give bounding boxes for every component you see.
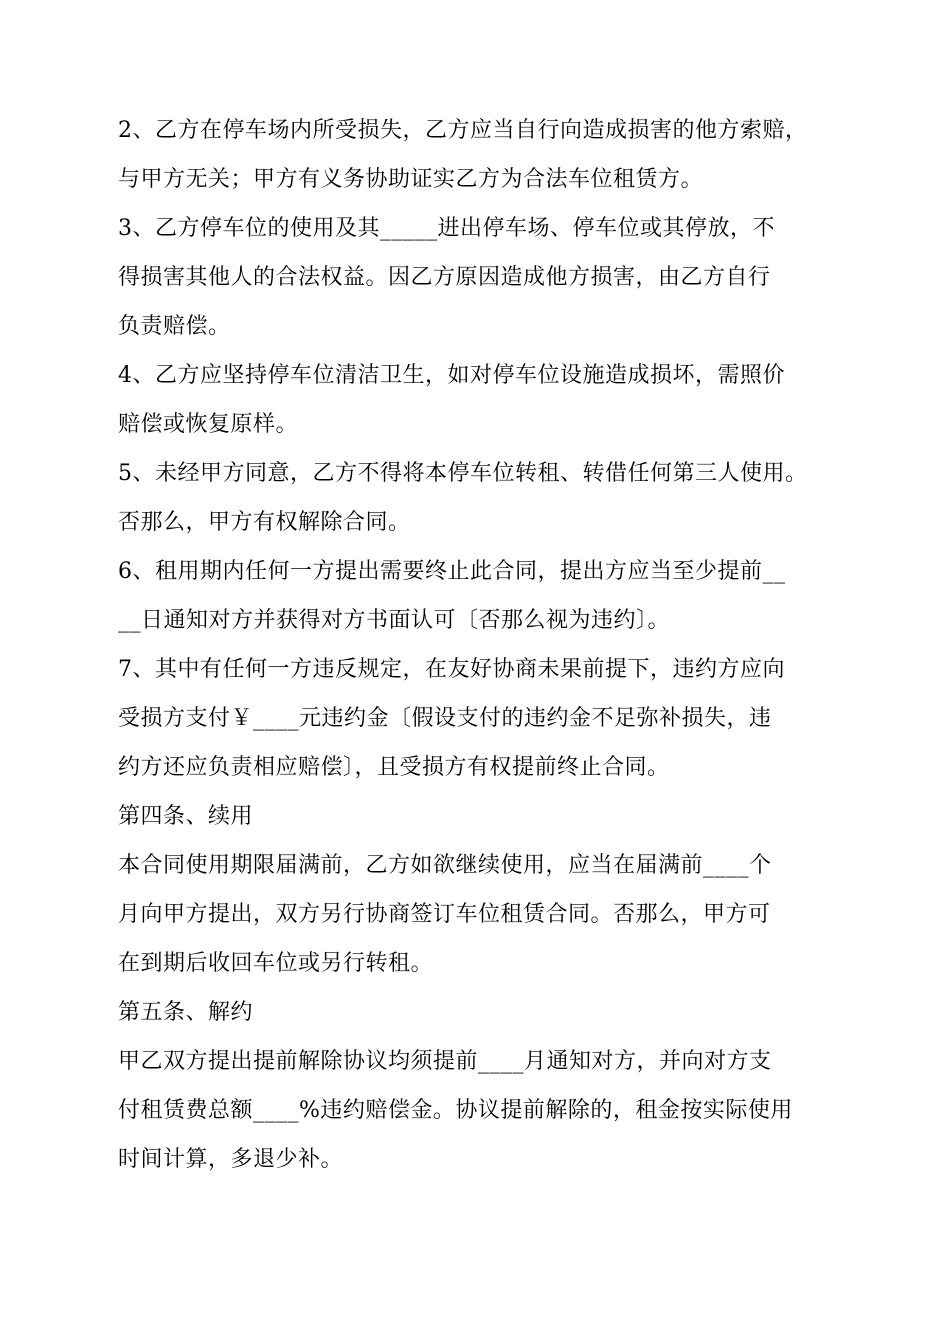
clause-2 (118, 106, 853, 204)
text-line: 甲乙双方提出提前解除协议均须提前____月通知对方，并向对方支 (118, 1049, 772, 1074)
text-line: 7、其中有任何一方违反规定，在友好协商未果前提下，违约方应向 (118, 657, 785, 682)
document-body (118, 106, 853, 1184)
renewal-paragraph (118, 841, 853, 988)
text-line: 受损方支付￥____元违约金〔假设支付的违约金不足弥补损失，违 (118, 706, 772, 731)
text-line: 3、乙方停车位的使用及其_____进出停车场、停车位或其停放，不 (118, 216, 775, 241)
text-line: 约方还应负责相应赔偿〕，且受损方有权提前终止合同。 (118, 755, 670, 780)
text-line: 5、未经甲方同意，乙方不得将本停车位转租、转借任何第三人使用。 (118, 461, 808, 486)
text-line: 2、乙方在停车场内所受损失，乙方应当自行向造成损害的他方索赔， (118, 118, 808, 143)
clause-6 (118, 547, 853, 645)
clause-5 (118, 449, 853, 547)
clause-7 (118, 645, 853, 792)
text-line: 付租赁费总额____%违约赔偿金。协议提前解除的，租金按实际使用 (118, 1098, 793, 1123)
section-heading-renewal (118, 792, 853, 841)
text-line: 时间计算，多退少补。 (118, 1147, 344, 1172)
text-line: 否那么，甲方有权解除合同。 (118, 510, 411, 535)
text-line: __日通知对方并获得对方书面认可〔否那么视为违约〕。 (118, 608, 671, 633)
text-line: 6、租用期内任何一方提出需要终止此合同，提出方应当至少提前__ (118, 559, 786, 584)
section-heading: 第四条、续用 (118, 804, 254, 829)
text-line: 月向甲方提出，双方另行协商签订车位租赁合同。否那么，甲方可 (118, 902, 771, 927)
text-line: 赔偿或恢复原样。 (118, 412, 299, 437)
text-line: 与甲方无关；甲方有义务协助证实乙方为合法车位租赁方。 (118, 167, 704, 192)
section-heading-termination (118, 988, 853, 1037)
section-heading: 第五条、解约 (118, 1000, 254, 1025)
text-line: 负责赔偿。 (118, 314, 231, 339)
clause-4 (118, 351, 853, 449)
text-line: 在到期后收回车位或另行转租。 (118, 951, 434, 976)
text-line: 本合同使用期限届满前，乙方如欲继续使用，应当在届满前____个 (118, 853, 772, 878)
text-line: 得损害其他人的合法权益。因乙方原因造成他方损害，由乙方自行 (118, 265, 771, 290)
text-line: 4、乙方应坚持停车位清洁卫生，如对停车位设施造成损坏，需照价 (118, 363, 785, 388)
termination-paragraph (118, 1037, 853, 1184)
clause-3 (118, 204, 853, 351)
